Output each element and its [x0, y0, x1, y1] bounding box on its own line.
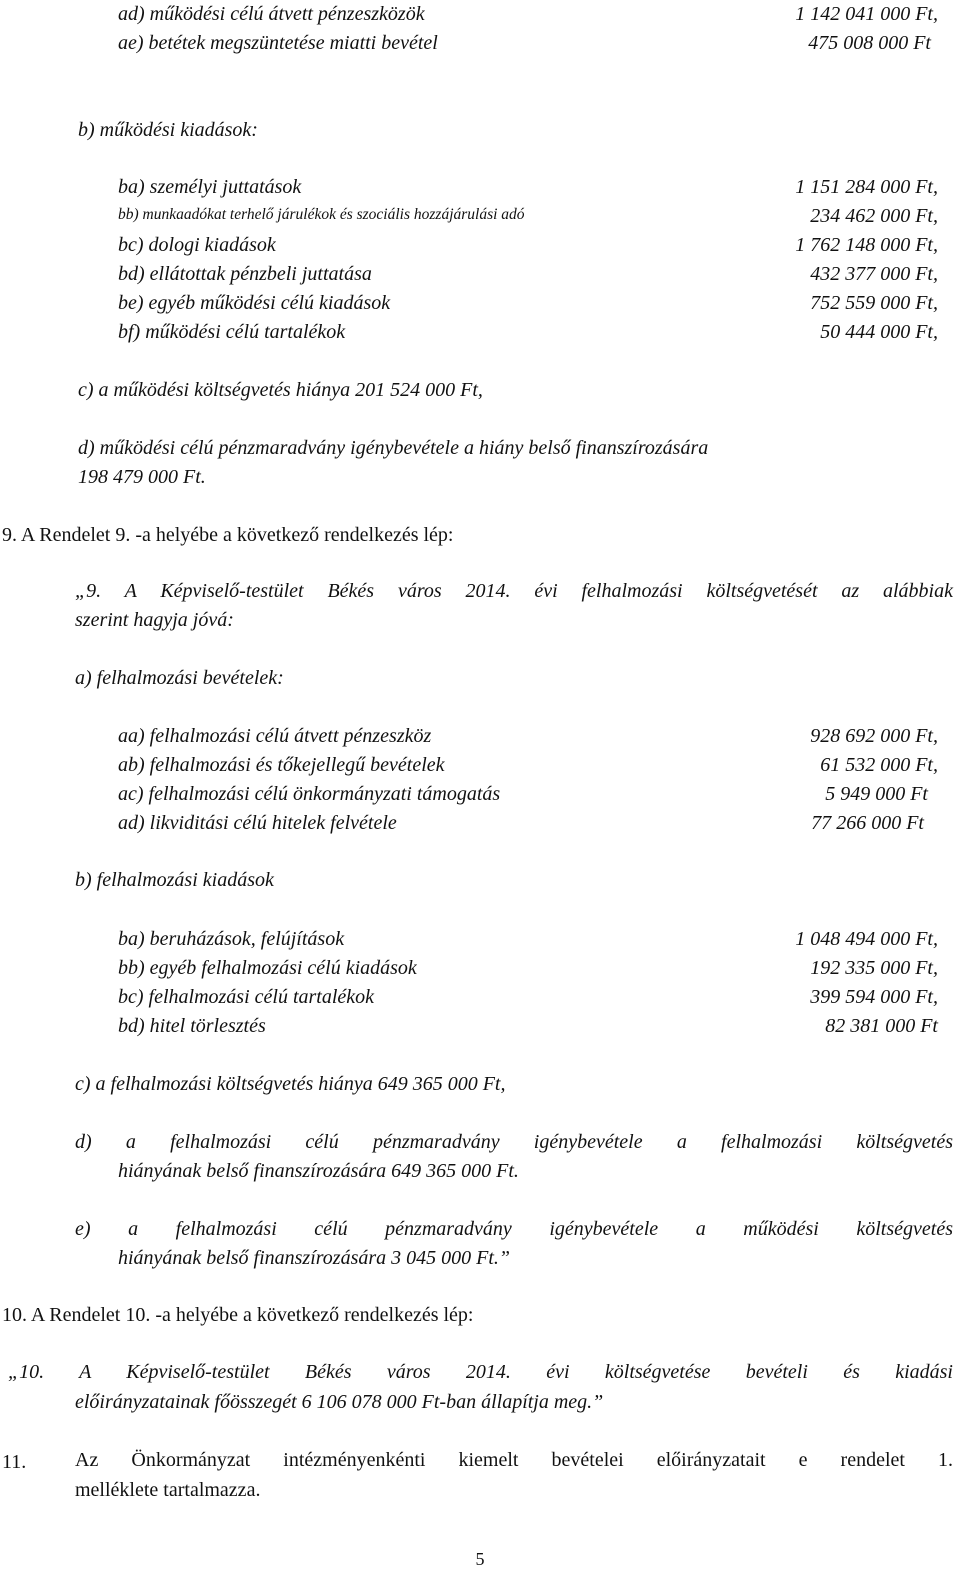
amount-9-bb: 192 335 000 Ft, — [810, 957, 938, 979]
para-9-a-heading: a) felhalmozási bevételek: — [75, 667, 284, 689]
para-11-line1: Az Önkormányzat intézményenkénti kiemelt bevételei előirányzatait e rendelet 1. — [75, 1449, 953, 1471]
amount-bf: 50 444 000 Ft, — [820, 321, 938, 343]
para-9-d-line1: d) a felhalmozási célú pénzmaradvány igénybevétele a felhalmozási költségvetés — [75, 1131, 953, 1153]
para-9-b-heading: b) felhalmozási kiadások — [75, 869, 274, 891]
line-bb: bb) munkaadókat terhelő járulékok és szociális hozzájárulási adó — [118, 206, 525, 223]
para-10-heading: 10. A Rendelet 10. -a helyébe a következő rendelkezés lép: — [2, 1304, 474, 1326]
line-9-aa: aa) felhalmozási célú átvett pénzeszköz — [118, 725, 432, 747]
page-number: 5 — [475, 1549, 485, 1569]
line-9-ba: ba) beruházások, felújítások — [118, 928, 345, 950]
amount-9-bc: 399 594 000 Ft, — [810, 986, 938, 1008]
para-9-quote-line1: „9. A Képviselő-testület Békés város 2014. évi felhalmozási költségvetését az alábbiak — [75, 580, 953, 602]
line-9-ab: ab) felhalmozási és tőkejellegű bevételek — [118, 754, 445, 776]
line-9-bd: bd) hitel törlesztés — [118, 1015, 266, 1037]
line-bc: bc) dologi kiadások — [118, 234, 276, 256]
line-9-ac: ac) felhalmozási célú önkormányzati támogatás — [118, 783, 501, 805]
section-d-line1: d) működési célú pénzmaradvány igénybevétele a hiány belső finanszírozására — [78, 437, 709, 459]
amount-ae: 475 008 000 Ft — [808, 32, 931, 54]
line-be: be) egyéb működési célú kiadások — [118, 292, 391, 314]
amount-be: 752 559 000 Ft, — [810, 292, 938, 314]
amount-9-ba: 1 048 494 000 Ft, — [795, 928, 938, 950]
line-bf: bf) működési célú tartalékok — [118, 321, 346, 343]
para-10-quote-line1: „10. A Képviselő-testület Békés város 2014. évi költségvetése bevételi és kiadási — [8, 1361, 953, 1383]
amount-bb: 234 462 000 Ft, — [810, 205, 938, 227]
para-9-e-line1: e) a felhalmozási célú pénzmaradvány igénybevétele a működési költségvetés — [75, 1218, 953, 1240]
para-9-e-line2: hiányának belső finanszírozására 3 045 000 Ft.” — [118, 1247, 511, 1269]
line-9-ad: ad) likviditási célú hitelek felvétele — [118, 812, 397, 834]
amount-9-ab: 61 532 000 Ft, — [820, 754, 938, 776]
amount-9-ad: 77 266 000 Ft — [811, 812, 924, 834]
amount-9-aa: 928 692 000 Ft, — [810, 725, 938, 747]
line-9-bb: bb) egyéb felhalmozási célú kiadások — [118, 957, 417, 979]
amount-ba: 1 151 284 000 Ft, — [795, 176, 938, 198]
line-ae: ae) betétek megszüntetése miatti bevétel — [118, 32, 438, 54]
amount-ad: 1 142 041 000 Ft, — [795, 3, 938, 25]
section-c: c) a működési költségvetés hiánya 201 524 000 Ft, — [78, 379, 483, 401]
para-11-line2: melléklete tartalmazza. — [75, 1479, 261, 1501]
amount-bd: 432 377 000 Ft, — [810, 263, 938, 285]
para-9-heading: 9. A Rendelet 9. -a helyébe a következő rendelkezés lép: — [2, 524, 454, 546]
line-ad: ad) működési célú átvett pénzeszközök — [118, 3, 425, 25]
para-9-d-line2: hiányának belső finanszírozására 649 365 000 Ft. — [118, 1160, 519, 1182]
para-10-quote-line2: előirányzatainak főösszegét 6 106 078 000 Ft-ban állapítja meg.” — [75, 1391, 604, 1413]
para-9-c: c) a felhalmozási költségvetés hiánya 649 365 000 Ft, — [75, 1073, 506, 1095]
line-ba: ba) személyi juttatások — [118, 176, 302, 198]
line-bd: bd) ellátottak pénzbeli juttatása — [118, 263, 372, 285]
amount-9-ac: 5 949 000 Ft — [825, 783, 928, 805]
amount-bc: 1 762 148 000 Ft, — [795, 234, 938, 256]
section-b-heading: b) működési kiadások: — [78, 119, 258, 141]
amount-9-bd: 82 381 000 Ft — [825, 1015, 938, 1037]
para-9-quote-line2: szerint hagyja jóvá: — [75, 609, 234, 631]
section-d-line2: 198 479 000 Ft. — [78, 466, 206, 488]
line-9-bc: bc) felhalmozási célú tartalékok — [118, 986, 375, 1008]
para-11-number: 11. — [2, 1451, 27, 1473]
